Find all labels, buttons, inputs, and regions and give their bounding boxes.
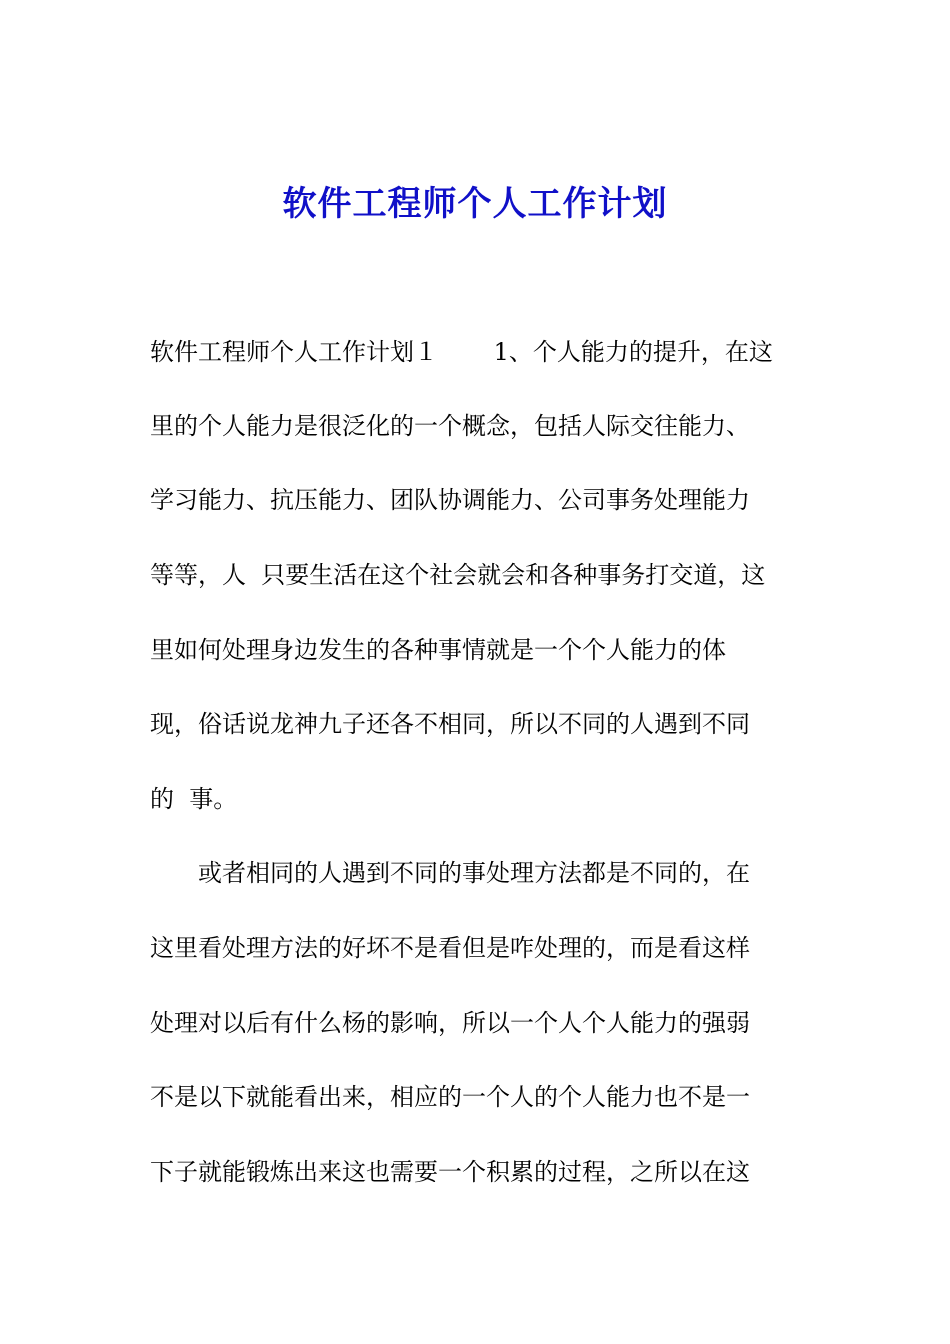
body-line: 这里看处理方法的好坏不是看但是咋处理的，而是看这样 [150, 934, 750, 962]
body-line: 或者相同的人遇到不同的事处理方法都是不同的，在 [150, 859, 750, 887]
body-line: 等等，人 只要生活在这个社会就会和各种事务打交道，这 [150, 561, 766, 589]
document-title: 软件工程师个人工作计划 [282, 184, 668, 224]
body-line: 里的个人能力是很泛化的一个概念，包括人际交往能力、 [150, 412, 750, 440]
body-line: 不是以下就能看出来，相应的一个人的个人能力也不是一 [150, 1083, 750, 1111]
body-line: 软件工程师个人工作计划１ 1、个人能力的提升，在这 [150, 338, 773, 366]
body-line: 处理对以后有什么杨的影响，所以一个人个人能力的强弱 [150, 1009, 750, 1037]
body-line: 现，俗话说龙神九子还各不相同，所以不同的人遇到不同 [150, 710, 750, 738]
body-line: 的 事。 [150, 785, 238, 813]
body-line: 下子就能锻炼出来这也需要一个积累的过程，之所以在这 [150, 1158, 750, 1186]
body-line: 学习能力、抗压能力、团队协调能力、公司事务处理能力 [150, 486, 750, 514]
body-line: 里如何处理身边发生的各种事情就是一个个人能力的体 [150, 636, 726, 664]
